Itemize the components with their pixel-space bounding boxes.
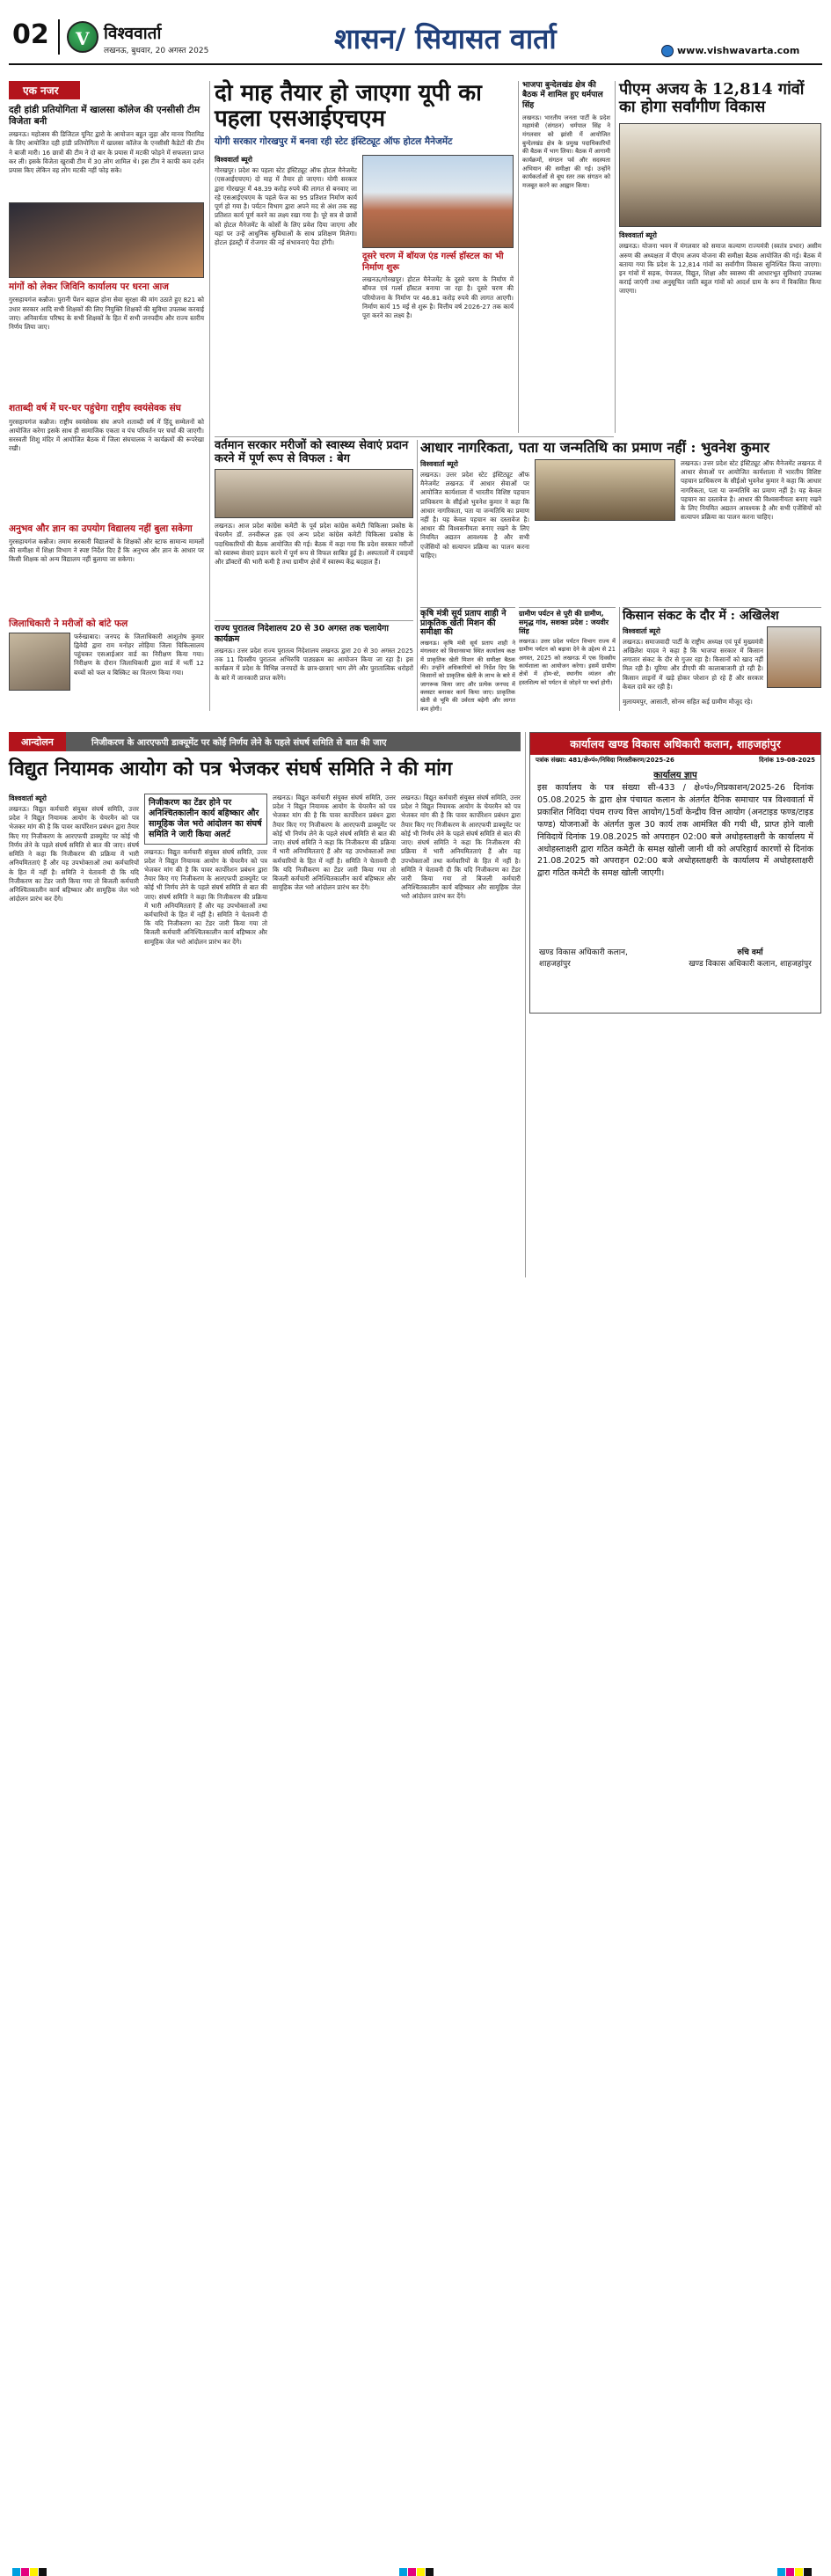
story-aadhaar — [420, 440, 821, 605]
notice-signer-right: खण्ड विकास अधिकारी कलान, शाहजहांपुर — [689, 960, 812, 969]
story-aadhaar-body: लखनऊ। उत्तर प्रदेश स्टेट इंस्टिट्यूट ऑफ मैनेजमेंट लखनऊ में आधार सेवाओं पर आयोजित कार्यशाला में भारतीय विशिष्ट पहचान प्राधिकरण के सीईओ भुवनेश कुमार ने कहा कि आधार नागरिकता, पता या जन्मतिथि का प्रमाण नहीं है। यह केवल पहचान का दस्तावेज है। आधार की विश्वसनीयता बनाए रखने के लिए नियमित अद्यतन आवश्यक है और सभी एजेंसियों को सत्यापन प्रक्रिया का पालन करना चाहिए। — [420, 470, 529, 560]
header-rule — [9, 63, 822, 65]
andolan-body-col1: लखनऊ। विद्युत कर्मचारी संयुक्त संघर्ष समिति, उत्तर प्रदेश ने विद्युत नियामक आयोग के चेयरमैन को पत्र भेजकर मांग की है कि पावर कार्पोरेशन प्रबंधन द्वारा तैयार किए गए निजीकरण के आरएफपी डाक्यूमेंट पर कोई भी निर्णय लेने के पहले संघर्ष समिति से बात की जाए। संघर्ष समिति ने कहा कि निजीकरण की प्रक्रिया में भारी अनियमितताएं हैं और यह उपभोक्ताओं तथा कर्मचारियों के हित में नहीं है। समिति ने चेतावनी दी कि यदि निजीकरण का टेंडर जारी किया गया तो बिजली कर्मचारी अनिश्चितकालीन कार्य बहिष्कार और सामूहिक जेल भरो आंदोलन प्रारंभ कर देंगे। — [9, 805, 139, 904]
ek-nazar-story-5-headline: जिलाधिकारी ने मरीजों को बांटे फल — [9, 618, 128, 629]
story-aadhaar-headline: आधार नागरिकता, पता या जन्मतिथि का प्रमाण नहीं : भुवनेश कुमार — [420, 439, 770, 456]
page-number: 02 — [12, 19, 49, 50]
story-kisan-body: लखनऊ। समाजवादी पार्टी के राष्ट्रीय अध्यक्ष एवं पूर्व मुख्यमंत्री अखिलेश यादव ने कहा है कि भाजपा सरकार में किसान लगातार संकट के दौर से गुजर रहा है। किसानों को खाद नहीं मिल रही है। यूरिया और डीएपी की कालाबाजारी हो रही है। किसान लाइनों में खड़े होकर परेशान हो रहे हैं और सरकार केवल दावे कर रही है। — [623, 637, 763, 691]
andolan-headline: विद्युत नियामक आयोग को पत्र भेजकर संघर्ष समिति ने की मांग — [9, 757, 453, 780]
column-rule — [518, 81, 519, 433]
ek-nazar-photo-dahi-handi — [9, 202, 204, 278]
andolan-kicker: निजीकरण के आरएफपी डाक्यूमेंट पर कोई निर्णय लेने के पहले संघर्ष समिति से बात की जाए — [91, 738, 387, 748]
notice-ref: पत्रांक संख्या: 481/क्षे०पं०/निविदा निरस्तीकरण/2025-26 — [536, 757, 674, 764]
story-aadhaar-photo-event — [535, 459, 675, 521]
story-kisan-names: मुलायमपुर, आसाती, सोनम सहित कई ग्रामीण मौजूद रहे। — [623, 697, 753, 706]
ek-nazar-story-5 — [9, 618, 204, 691]
story-pm-ajay-headline: पीएम अजय के 12,814 गांवों का होगा सर्वांगीण विकास — [619, 80, 805, 117]
story-sai-headline: दो माह तैयार हो जाएगा यूपी का पहला एसआईएचएम — [215, 80, 482, 133]
story-aadhaar-sub-body: लखनऊ। उत्तर प्रदेश पर्यटन विभाग राज्य में ग्रामीण पर्यटन को बढ़ावा देने के उद्देश्य से 21 अगस्त, 2025 को लखनऊ में एक दिवसीय कार्यशाला का आयोजन करेगा। इसमें ग्रामीण क्षेत्रों में होम-स्टे, स्थानीय व्यंजन और हस्तशिल्प को पर्यटन से जोड़ने पर चर्चा होगी। — [519, 638, 616, 686]
ek-nazar-story-4-body: गुरसहायगंज कन्नौज। तमाम सरकारी विद्यालयों के शिक्षकों और स्टाफ सामान्य मामलों की समीक्षा में शिक्षा विभाग ने स्पष्ट निर्देश दिए हैं कि अनुभव और ज्ञान के आधार पर किसी शिक्षक को अन्य विद्यालय नहीं बुलाया जा सकेगा। — [9, 537, 204, 564]
ek-nazar-label: एक नजर — [9, 81, 80, 99]
cmyk-swatch — [786, 2568, 794, 2576]
story-krishi — [420, 607, 515, 711]
story-kisan-byline: विश्ववार्ता ब्यूरो — [623, 626, 660, 635]
ek-nazar-story-3-body: गुरसहायगंज कन्नौज। राष्ट्रीय स्वयंसेवक संघ अपने शताब्दी वर्ष में हिंदू सम्मेलनों को आयोजित करेगा इसके साथ ही सामाजिक एकता व पंच परिवर्तन पर चर्चा की जाएगी। सरस्वती शिशु मंदिर में आयोजित बैठक में जिला संघचालक ने कार्यक्रमों की रूपरेखा रखी। — [9, 417, 204, 453]
ek-nazar-photo-dm — [9, 633, 70, 691]
story-bhaja — [522, 81, 610, 433]
story-health-sub-body: लखनऊ। उत्तर प्रदेश राज्य पुरातत्व निदेशालय लखनऊ द्वारा 20 से 30 अगस्त 2025 तक 11 दिवसीय पुरातत्व अभिरुचि पाठ्यक्रम का आयोजन किया जा रहा है। इस कार्यक्रम में प्रदेश के विभिन्न जनपदों के छात्र-छात्राएं भाग लेंगे और पुरातात्विक धरोहरों के बारे में जानकारी प्राप्त करेंगे। — [215, 646, 413, 682]
story-health — [215, 440, 413, 711]
notice-signer-name: रुचि वर्मा — [737, 948, 763, 957]
story-pm-ajay — [619, 81, 821, 461]
page-number-divider — [58, 19, 60, 55]
story-aadhaar-byline: विश्ववार्ता ब्यूरो — [420, 459, 458, 468]
ek-nazar-story-2-headline: मांगों को लेकर जिविनि कार्यालय पर धरना आज — [9, 282, 169, 293]
cmyk-swatch — [21, 2568, 29, 2576]
story-sai-photo-caption: दूसरे चरण में बॉयज एंड गर्ल्स हॉस्टल का भी निर्माण शुरू — [362, 252, 504, 273]
column-rule — [209, 81, 210, 711]
story-sai-caption-body: लखनऊ/गोरखपुर। होटल मैनेजमेंट के दूसरे चरण के निर्माण में बॉयज एवं गर्ल्स हॉस्टल बनाया जा रहा है। दूसरे चरण की परियोजना के निर्माण पर 46.81 करोड़ रुपये की लागत आएगी। निर्माण कार्य 15 मई से शुरू है। वित्तीय वर्ष 2026-27 तक कार्य पूरा करने का लक्ष्य है। — [362, 275, 514, 320]
story-sai-byline: विश्ववार्ता ब्यूरो — [215, 156, 252, 165]
story-sai-body: गोरखपुर। प्रदेश का पहला स्टेट इंस्टिट्यूट ऑफ होटल मैनेजमेंट (एसआईएचएम) दो माह में तैयार हो जाएगा। योगी सरकार द्वारा गोरखपुर में 48.39 करोड़ रुपये की लागत से बनवाए जा रहे एसआईएचएम के पहले फेज का 95 प्रतिशत निर्माण कार्य पूर्ण हो गया है। पर्यटन विभाग द्वारा अपने मद से अंश तक सह प्रतिशत कार्य पूर्ण करने का लक्ष्य रखा गया है। पूरे सत्र से छात्रों को होटल मैनेजमेंट के कोर्सों के लिए प्रवेश दिया जाएगा और यहां पर उन्हें आधुनिक सुविधाओं के साथ प्रशिक्षण मिलेगा। होटल इंडस्ट्री में रोजगार की नई संभावनाएं पैदा होंगी। — [215, 166, 357, 246]
andolan-box — [144, 794, 267, 845]
cmyk-swatch — [795, 2568, 803, 2576]
story-pm-ajay-body: लखनऊ। योजना भवन में मंगलवार को समाज कल्याण राज्यमंत्री (स्वतंत्र प्रभार) असीम अरुण की अध्यक्षता में पीएम अजय योजना की समीक्षा बैठक आयोजित की गई। बैठक में बताया गया कि प्रदेश के 12,814 गांवों का सर्वांगीण विकास सुनिश्चित किया जाएगा। इन गांवों में सड़क, पेयजल, विद्युत, शिक्षा और स्वास्थ्य की आधारभूत सुविधाएं उपलब्ध कराई जाएंगी तथा अनुसूचित जाति बहुल गांवों को आदर्श ग्राम के रूप में विकसित किया जाएगा। — [619, 242, 821, 296]
cmyk-swatch — [30, 2568, 38, 2576]
story-bhaja-headline: भाजपा बुन्देलखंड क्षेत्र की बैठक में शामिल हुए धर्मपाल सिंह — [522, 81, 603, 110]
ek-nazar-story-4-headline: अनुभव और ज्ञान का उपयोग विद्यालय नहीं बुला सकेगा — [9, 523, 193, 534]
cmyk-swatch — [777, 2568, 785, 2576]
andolan-byline: विश्ववार्ता ब्यूरो — [9, 794, 47, 802]
column-rule — [525, 732, 526, 1277]
ek-nazar-story-1 — [9, 105, 204, 278]
story-pm-ajay-photo-meeting — [619, 123, 821, 227]
story-sai-photo-building — [362, 155, 514, 248]
story-health-sub-title: राज्य पुरातत्व निदेशालय 20 से 30 अगस्त तक चलायेगा कार्यक्रम — [215, 624, 389, 644]
story-health-sub-box — [215, 620, 413, 726]
globe-icon — [661, 45, 674, 57]
story-bhaja-body: लखनऊ। भारतीय जनता पार्टी के प्रदेश महामंत्री (संगठन) धर्मपाल सिंह ने मंगलवार को झांसी में आयोजित बुन्देलखंड क्षेत्र के प्रमुख पदाधिकारियों की बैठक में भाग लिया। बैठक में आगामी कार्यक्रमों, संगठन पर्व और सदस्यता अभियान की समीक्षा की गई। उन्होंने कार्यकर्ताओं से बूथ स्तर तक संगठन को मजबूत करने का आह्वान किया। — [522, 113, 610, 189]
story-aadhaar-sub-title: ग्रामीण पर्यटन से पूरी की ग्रामीण, समृद्ध गांव, सशक्त प्रदेश : जयवीर सिंह — [519, 610, 609, 635]
story-aadhaar-body-cont: लखनऊ। उत्तर प्रदेश स्टेट इंस्टिट्यूट ऑफ मैनेजमेंट लखनऊ में आधार सेवाओं पर आयोजित कार्यशाला में भारतीय विशिष्ट पहचान प्राधिकरण के सीईओ भुवनेश कुमार ने कहा कि आधार नागरिकता, पता या जन्मतिथि का प्रमाण नहीं है। यह केवल पहचान का दस्तावेज है। आधार की विश्वसनीयता बनाए रखने के लिए नियमित अद्यतन आवश्यक है और सभी एजेंसियों को सत्यापन प्रक्रिया का पालन करना चाहिए। — [681, 458, 821, 522]
story-krishi-headline: कृषि मंत्री सूर्य प्रताप शाही ने प्राकृतिक खेती मिशन की समीक्षा की — [420, 609, 507, 638]
cmyk-swatch — [399, 2568, 407, 2576]
notice-date: दिनांक 19-08-2025 — [759, 757, 815, 764]
notice-title: कार्यालय खण्ड विकास अधिकारी कलान, शाहजहांपुर — [530, 733, 820, 755]
ek-nazar-story-1-headline: दही हांडी प्रतियोगिता में खालसा कॉलेज की एनसीसी टीम विजेता बनी — [9, 105, 200, 128]
andolan-label: आन्दोलन — [9, 732, 66, 751]
registration-strip — [0, 1283, 831, 1297]
andolan-story — [9, 794, 521, 1274]
cmyk-swatch — [408, 2568, 416, 2576]
column-rule — [619, 607, 620, 711]
andolan-body-col2: लखनऊ। विद्युत कर्मचारी संयुक्त संघर्ष समिति, उत्तर प्रदेश ने विद्युत नियामक आयोग के चेयरमैन को पत्र भेजकर मांग की है कि पावर कार्पोरेशन प्रबंधन द्वारा तैयार किए गए निजीकरण के आरएफपी डाक्यूमेंट पर कोई भी निर्णय लेने के पहले संघर्ष समिति से बात की जाए। संघर्ष समिति ने कहा कि निजीकरण की प्रक्रिया में भारी अनियमितताएं हैं और यह उपभोक्ताओं तथा कर्मचारियों के हित में नहीं है। समिति ने चेतावनी दी कि यदि निजीकरण का टेंडर जारी किया गया तो बिजली कर्मचारी अनिश्चितकालीन कार्य बहिष्कार और सामूहिक जेल भरो आंदोलन प्रारंभ कर देंगे। — [144, 847, 267, 946]
story-pm-ajay-byline: विश्ववार्ता ब्यूरो — [619, 231, 657, 240]
story-health-photo-press — [215, 469, 413, 518]
notice-body: इस कार्यालय के पत्र संख्या सी-433 / क्षे०पं०/निप्रकाशन/2025-26 दिनांक 05.08.2025 के द्वारा क्षेत्र पंचायत कलान के अंतर्गत दैनिक समाचार पत्र विश्ववार्ता में प्रकाशित निविदा पंचम राज्य वित्त आयोग/15वाँ केन्द्रीय वित्त आयोग (अनटाइड फण्ड/टाइड फण्ड) योजनाओं के अंतर्गत कुल 30 कार्य तक आमंत्रित की गयी थी, प्राप्त होने वाली निविदायें दिनांक 19.08.2025 को अपराहन 02:00 बजे अधोहस्ताक्षरी के कार्यालय में अधोहस्ताक्षरी द्वारा गठित कमेटी के समक्ष खोली जानी थी को अपरिहार्य कारणों से दिनांक 21.08.2025 को अपराहन 02:00 बजे अधोहस्ताक्षरी के कार्यालय में अधोहस्ताक्षरी द्वारा गठित कमेटी के समक्ष खोली जाएगी। — [537, 783, 813, 879]
dateline: लखनऊ, बुधवार, 20 अगस्त 2025 — [104, 47, 209, 55]
notice-signer-left: खण्ड विकास अधिकारी कलान, शाहजहांपुर — [539, 948, 628, 969]
ek-nazar-column — [9, 81, 204, 711]
story-krishi-body: लखनऊ। कृषि मंत्री सूर्य प्रताप शाही ने मंगलवार को विधानसभा स्थित कार्यालय कक्ष में प्राकृतिक खेती मिशन की समीक्षा बैठक की। उन्होंने अधिकारियों को निर्देश दिए कि किसानों को प्राकृतिक खेती के लाभ के बारे में जागरूक किया जाए और प्रत्येक जनपद में क्लस्टर बनाकर कार्य किया जाए। प्राकृतिक खेती से भूमि की उर्वरता बढ़ेगी और लागत कम होगी। — [420, 639, 515, 713]
ek-nazar-story-1-body: लखनऊ। महोत्सव की डिजिटल यूनिट द्वारो के आयोजन बहुत जुड़ा और मानव पिरामिड के लिए आयोजित दही हांडी प्रतियोगिता में खालसा कॉलेज के एनसीसी कैडेटों की टीम ने बाजी मारी। 16 छात्रों की टीम ने दो बार के प्रयास में मटकी फोड़ने में सफलता प्राप्त कर ली। इसके विजेता खुराबी टीम में 30 लोग शामिल थे। इस टीम ने काफी कम दर्शन प्रयास किए लेकिन वह लोग मटकी नहीं फोड़ सके। — [9, 130, 204, 175]
ek-nazar-story-2-body: गुरसहायगंज कन्नौज। पुरानी पेंशन बहाल होना सेवा सुरक्षा की मांग उठाते हुए 821 को उधार सरकार आदि सभी शिक्षकों की लिए नियुक्ति शिक्षकों की सुविधा उपलब्ध करवाई जाए। अनिवार्यता परिषद के सभी शिक्षकों के हित में सभी जनपदीय और राज्य स्तरीय निर्णय लिया जाए। — [9, 296, 204, 332]
masthead: विश्ववार्ता — [104, 24, 162, 43]
ek-nazar-story-3 — [9, 403, 204, 519]
story-health-body: लखनऊ। आज प्रदेश कांग्रेस कमेटी के पूर्व प्रदेश कांग्रेस कमेटी चिकित्सा प्रकोष्ठ के चेयरमैन डॉ. तनवीरूल हक़ एवं अन्य प्रदेश कांग्रेस कमेटी चिकित्सा प्रकोष्ठ के पदाधिकारियों की बैठक आयोजित की गई। बैठक में कहा गया कि प्रदेश सरकार मरीजों को स्वास्थ्य सेवाएं प्रदान करने में पूर्ण रूप से विफल साबित हुई है। अस्पतालों में दवाइयों और डॉक्टरों की भारी कमी है तथा ग्रामीण क्षेत्रों में स्वास्थ्य केंद्र बदहाल हैं। — [215, 522, 413, 566]
cmyk-swatch — [417, 2568, 425, 2576]
andolan-band — [9, 732, 521, 751]
cmyk-swatch — [39, 2568, 47, 2576]
story-sai-subheadline: योगी सरकार गोरखपुर में बनवा रही स्टेट इंस्टिट्यूट ऑफ होटल मैनेजमेंट — [215, 136, 453, 148]
ek-nazar-story-4 — [9, 523, 204, 615]
story-kisan-headline: किसान संकट के दौर में : अखिलेश — [623, 609, 779, 623]
story-kisan-photo-akhilesh — [767, 626, 821, 688]
column-rule — [417, 440, 418, 711]
logo-emblem-icon: V — [67, 21, 98, 53]
story-sai — [215, 81, 514, 433]
andolan-body-col4: लखनऊ। विद्युत कर्मचारी संयुक्त संघर्ष समिति, उत्तर प्रदेश ने विद्युत नियामक आयोग के चेयरमैन को पत्र भेजकर मांग की है कि पावर कार्पोरेशन प्रबंधन द्वारा तैयार किए गए निजीकरण के आरएफपी डाक्यूमेंट पर कोई भी निर्णय लेने के पहले संघर्ष समिति से बात की जाए। संघर्ष समिति ने कहा कि निजीकरण की प्रक्रिया में भारी अनियमितताएं हैं और यह उपभोक्ताओं तथा कर्मचारियों के हित में नहीं है। समिति ने चेतावनी दी कि यदि निजीकरण का टेंडर जारी किया गया तो बिजली कर्मचारी अनिश्चितकालीन कार्य बहिष्कार और सामूहिक जेल भरो आंदोलन प्रारंभ कर देंगे। — [401, 794, 521, 901]
cmyk-swatch — [12, 2568, 20, 2576]
header — [0, 0, 831, 63]
website: www.vishwavarta.com — [677, 45, 800, 56]
section-title: शासन/ सियासत वार्ता — [334, 22, 557, 55]
andolan-box-title: निजीकरण का टेंडर होने पर अनिश्चितकालीन कार्य बहिष्कार और सामूहिक जेल भरो आंदोलन का संघर्ष समिति ने जारी किया अलर्ट — [149, 798, 262, 839]
andolan-body-col3: लखनऊ। विद्युत कर्मचारी संयुक्त संघर्ष समिति, उत्तर प्रदेश ने विद्युत नियामक आयोग के चेयरमैन को पत्र भेजकर मांग की है कि पावर कार्पोरेशन प्रबंधन द्वारा तैयार किए गए निजीकरण के आरएफपी डाक्यूमेंट पर कोई भी निर्णय लेने के पहले संघर्ष समिति से बात की जाए। संघर्ष समिति ने कहा कि निजीकरण की प्रक्रिया में भारी अनियमितताएं हैं और यह उपभोक्ताओं तथा कर्मचारियों के हित में नहीं है। समिति ने चेतावनी दी कि यदि निजीकरण का टेंडर जारी किया गया तो बिजली कर्मचारी अनिश्चितकालीन कार्य बहिष्कार और सामूहिक जेल भरो आंदोलन प्रारंभ कर देंगे। — [273, 794, 396, 892]
story-health-headline: वर्तमान सरकार मरीजों को स्वास्थ्य सेवाएं प्रदान करने में पूर्ण रूप से विफल : बेग — [215, 439, 409, 465]
ek-nazar-story-3-headline: शताब्दी वर्ष में घर-घर पहुंचेगा राष्ट्रीय स्वयंसेवक संघ — [9, 403, 181, 414]
column-rule — [615, 81, 616, 433]
notice-box — [529, 732, 821, 1014]
story-aadhaar-sub-box — [519, 607, 616, 711]
notice-subject: कार्यालय ज्ञाप — [653, 771, 697, 780]
ek-nazar-story-5-body: फर्रुखाबाद। जनपद के जिलाधिकारी आशुतोष कुमार द्विवेदी द्वारा राम मनोहर लोहिया जिला चिकित्सालय पहुंचकर एसआईआर वार्ड का निरीक्षण किया गया। निरीक्षण के दौरान जिलाधिकारी द्वारा वार्ड में भर्ती 12 बच्चों को फल व बिस्किट का वितरण किया गया। — [74, 632, 204, 677]
ek-nazar-story-2 — [9, 282, 204, 399]
cmyk-swatch — [426, 2568, 434, 2576]
cmyk-swatch — [804, 2568, 812, 2576]
section-rule — [215, 436, 614, 437]
story-kisan — [623, 607, 821, 711]
